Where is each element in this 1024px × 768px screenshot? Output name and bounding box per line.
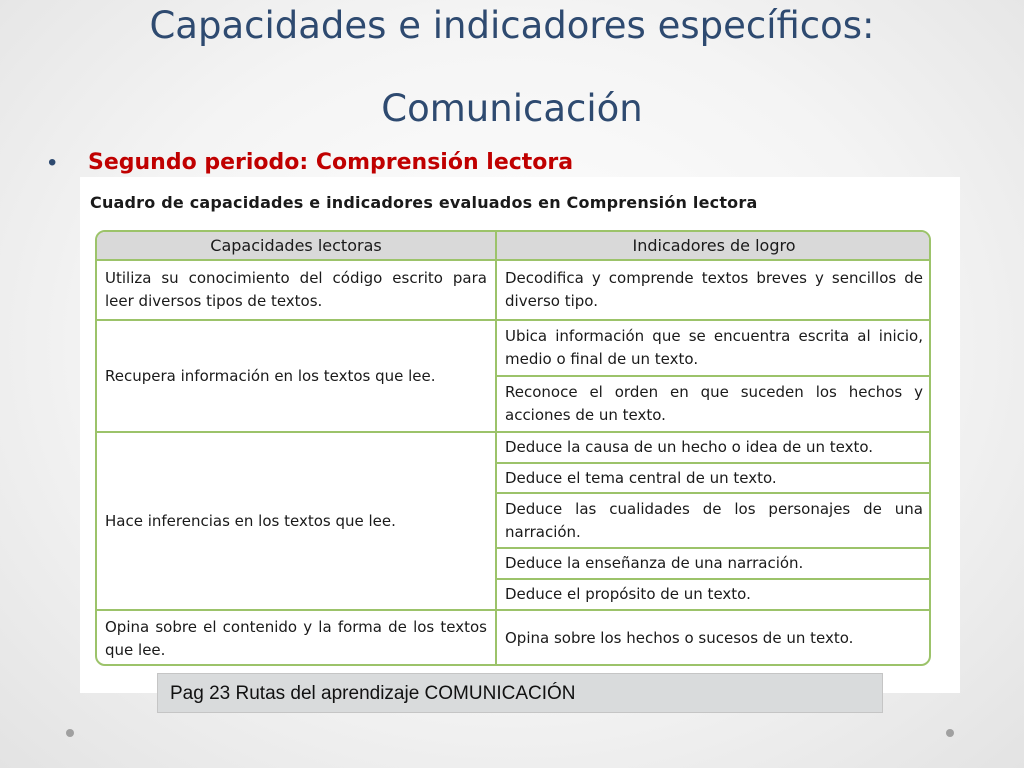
- row-divider: [97, 431, 931, 433]
- column-divider: [495, 232, 497, 666]
- capacity-cell: Recupera información en los textos que lee.: [105, 366, 436, 385]
- slide-title-line1: Capacidades e indicadores específicos:: [149, 4, 875, 47]
- row-divider: [497, 547, 931, 549]
- indicator-cell: Reconoce el orden en que suceden los hechos y acciones de un texto.: [505, 383, 923, 424]
- capacity-cell: Hace inferencias en los textos que lee.: [105, 511, 396, 530]
- capacity-cell: Utiliza su conocimiento del código escrito para leer diversos tipos de textos.: [105, 269, 487, 310]
- bullet-icon: •: [48, 149, 57, 176]
- indicator-cell: Ubica información que se encuentra escrita al inicio, medio o final de un texto.: [505, 327, 923, 368]
- row-divider: [97, 259, 931, 261]
- decorative-dot-icon: [66, 729, 74, 737]
- figure-title: Cuadro de capacidades e indicadores evaluados en Comprensión lectora: [90, 193, 758, 212]
- indicator-cell: Decodifica y comprende textos breves y sencillos de diverso tipo.: [505, 269, 923, 310]
- row-divider: [97, 609, 931, 611]
- row-divider: [497, 578, 931, 580]
- row-divider: [97, 319, 931, 321]
- row-divider: [497, 492, 931, 494]
- indicator-cell: Deduce las cualidades de los personajes de una narración.: [505, 499, 923, 541]
- source-caption: Pag 23 Rutas del aprendizaje COMUNICACIÓN: [157, 673, 883, 713]
- bullet-text: Segundo periodo: Comprensión lectora: [88, 150, 574, 175]
- indicator-cell: Deduce la causa de un hecho o idea de un texto.: [505, 438, 874, 456]
- indicator-cell: Deduce el tema central de un texto.: [505, 468, 777, 487]
- row-divider: [497, 375, 931, 377]
- capacity-cell: Opina sobre el contenido y la forma de los textos que lee.: [105, 617, 487, 659]
- row-divider: [497, 462, 931, 464]
- indicator-cell: Deduce el propósito de un texto.: [505, 585, 751, 603]
- capacities-table: [95, 230, 931, 666]
- decorative-dot-icon: [946, 729, 954, 737]
- indicator-cell: Opina sobre los hechos o sucesos de un texto.: [505, 629, 854, 647]
- header-capacities: Capacidades lectoras: [97, 232, 495, 259]
- header-indicators: Indicadores de logro: [497, 232, 931, 259]
- slide-title-line2: Comunicación: [381, 87, 643, 130]
- indicator-cell: Deduce la enseñanza de una narración.: [505, 554, 804, 572]
